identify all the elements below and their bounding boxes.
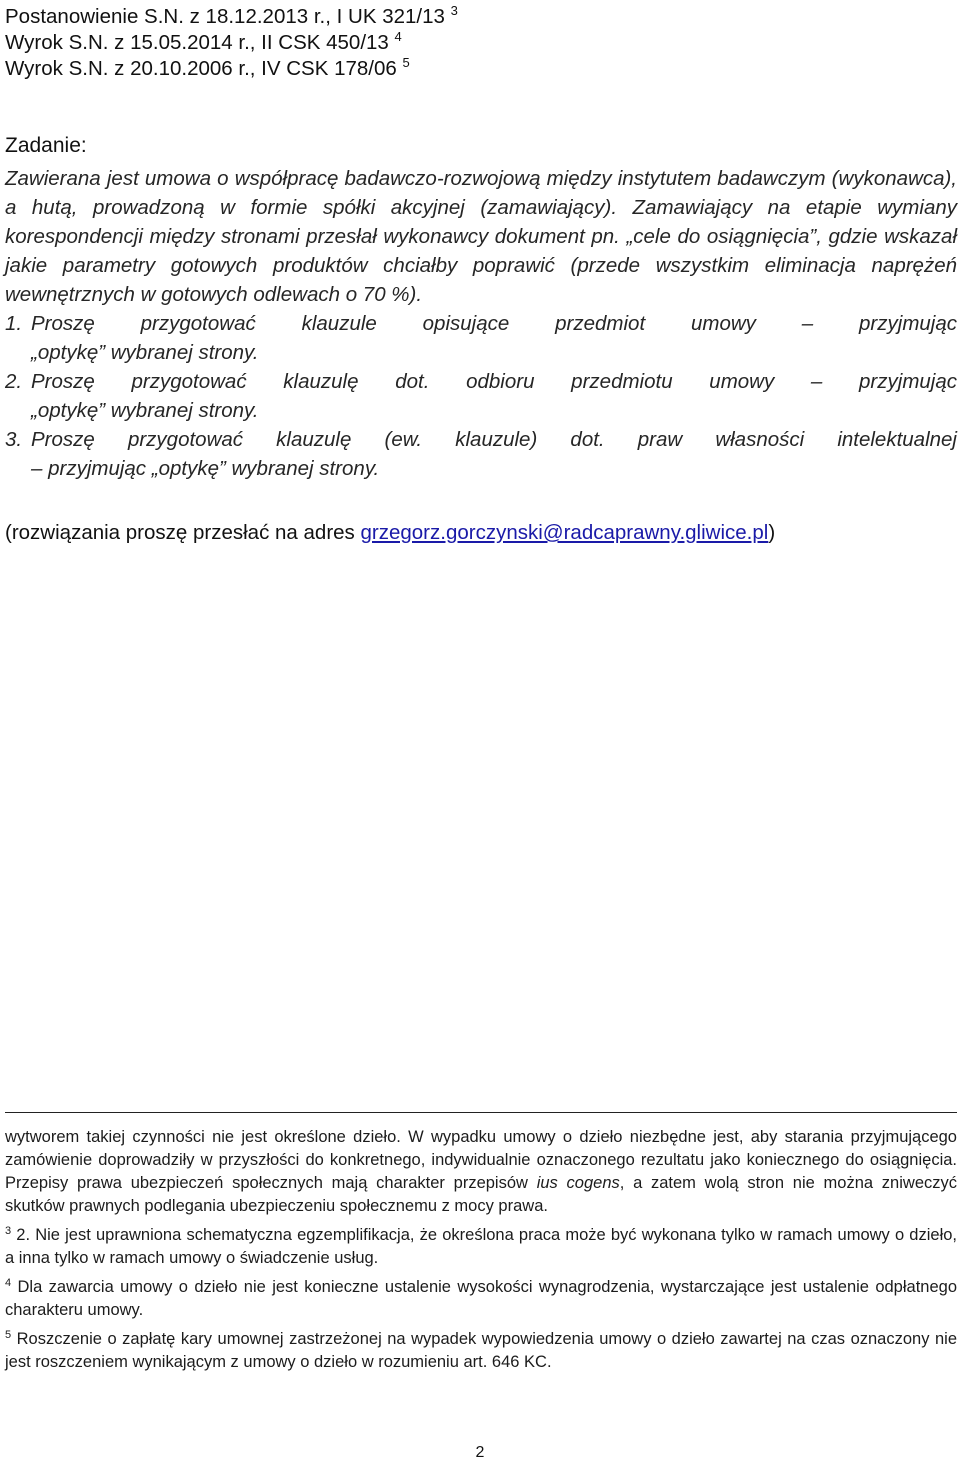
task-item-text: Proszę przygotować klauzulę dot. odbioru przedmiotu umowy – przyjmując „optykę” wybranej strony. [31, 370, 957, 422]
task-item-number: 3. [5, 428, 23, 451]
footnote-continuation: wytworem takiej czynności nie jest określone dzieło. W wypadku umowy o dzieło niezbędne jest, aby starania przyjmującego zamówienie doprowadziły w przyszłości do konkretnego, indywidualnie oznaczonego rezultatu jako koniecznego do osiągnięcia. Przepisy prawa ubezpieczeń społecznych mają charakter przepisów ius cogens, a zatem wolą stron nie można zniweczyć skutków prawnych podlegania ubezpieczeniu społecznemu z mocy prawa. [5, 1128, 957, 1215]
task-heading: Zadanie: [5, 134, 87, 157]
footnote: $^5$ Roszczenie o zapłatę kary umownej zastrzeżonej na wypadek wypowiedzenia umowy o dzieło zawartej na czas oznaczony nie jest roszczeniem wynikającym z umowy o dzieło w rozumieniu art. 646 KC. [5, 1329, 957, 1371]
main-content [5, 0, 957, 548]
task-item [5, 425, 957, 483]
task-item [5, 309, 957, 367]
footnote-marker[interactable]: 3 [450, 3, 458, 18]
case-reference: Wyrok S.N. z 15.05.2014 r., II CSK 450/13 $^4$ [5, 29, 402, 54]
task-item-text: Proszę przygotować klauzulę (ew. klauzule) dot. praw własności intelektualnej – przyjmując „optykę” wybranej strony. [31, 428, 957, 480]
submission-address: (rozwiązania proszę przesłać na adres grzegorz.gorczynski@radcaprawny.gliwice.pl) [5, 521, 776, 544]
footnote-marker[interactable]: 5 [402, 55, 410, 70]
footnote: $^3$ 2. Nie jest uprawniona schematyczna egzemplifikacja, że określona praca może być wykonana tylko w ramach umowy o dzieło, a inna tylko w ramach umowy o świadczenie usług. [5, 1225, 957, 1267]
email-link[interactable]: grzegorz.gorczynski@radcaprawny.gliwice.pl [360, 521, 769, 544]
case-reference: Wyrok S.N. z 20.10.2006 r., IV CSK 178/06 $^5$ [5, 55, 410, 80]
footnote: $^4$ Dla zawarcia umowy o dzieło nie jest konieczne ustalenie wysokości wynagrodzenia, wystarczające jest ustalenie odpłatnego charakteru umowy. [5, 1277, 957, 1319]
task-item-number: 1. [5, 312, 23, 335]
case-references [5, 4, 957, 82]
footnote-number: 4 [5, 1277, 12, 1289]
task-item [5, 367, 957, 425]
task-item-text: Proszę przygotować klauzule opisujące przedmiot umowy – przyjmując „optykę” wybranej strony. [31, 312, 957, 364]
footnote-number: 5 [5, 1329, 12, 1341]
case-reference: Postanowienie S.N. z 18.12.2013 r., I UK 321/13 $^3$ [5, 3, 458, 28]
task-item-number: 2. [5, 370, 23, 393]
footnotes [5, 1126, 957, 1374]
footnote-marker[interactable]: 4 [394, 29, 402, 44]
task-list [5, 309, 957, 483]
page-number: 2 [475, 1444, 485, 1461]
footnote-separator [5, 1112, 957, 1113]
task-body [5, 164, 957, 483]
task-paragraph: Zawierana jest umowa o współpracę badawczo-rozwojową między instytutem badawczym (wykonawca), a hutą, prowadzoną w formie spółki akcyjnej (zamawiający). Zamawiający na etapie wymiany korespondencji między stronami przesłał wykonawcy dokument pn. „cele do osiągnięcia”, gdzie wskazał jakie parametry gotowych produktów chciałby poprawić (przede wszystkim eliminacja naprężeń wewnętrznych w gotowych odlewach o 70 %). [5, 167, 957, 306]
footnote-number: 3 [5, 1225, 12, 1237]
